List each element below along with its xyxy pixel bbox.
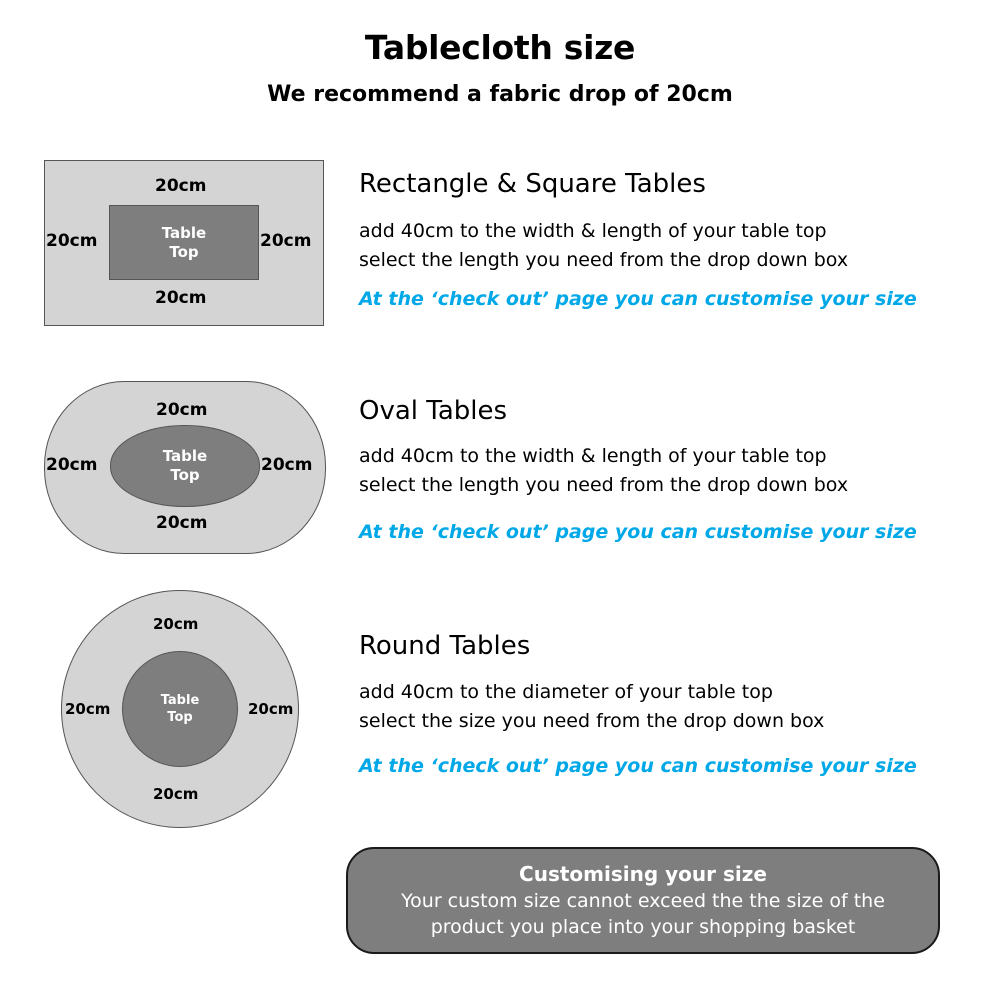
page-subtitle: We recommend a fabric drop of 20cm <box>267 82 733 107</box>
round-checkout-note: At the ‘check out’ page you can customise your size <box>359 755 917 777</box>
rectangle-dim-top: 20cm <box>155 176 207 196</box>
rectangle-line-1: add 40cm to the width & length of your table top <box>359 220 827 242</box>
oval-line-2: select the length you need from the drop down box <box>359 474 849 496</box>
round-table-top-label: Table Top <box>160 693 200 725</box>
rectangle-dim-bottom: 20cm <box>155 288 207 308</box>
oval-heading: Oval Tables <box>359 396 508 426</box>
round-dim-bottom: 20cm <box>153 785 199 803</box>
oval-checkout-note: At the ‘check out’ page you can customise your size <box>359 521 917 543</box>
oval-dim-top: 20cm <box>156 400 208 420</box>
oval-dim-left: 20cm <box>46 455 98 475</box>
round-line-2: select the size you need from the drop down box <box>359 710 825 732</box>
rectangle-table-top-label: Table Top <box>161 223 207 261</box>
rectangle-table-top-shape <box>109 205 259 280</box>
page-title: Tablecloth size <box>364 28 636 67</box>
banner-title: Customising your size <box>519 861 767 886</box>
customising-size-banner <box>346 847 940 954</box>
round-dim-left: 20cm <box>65 700 111 718</box>
oval-table-top-label: Table Top <box>162 447 208 484</box>
rectangle-dim-left: 20cm <box>46 231 98 251</box>
round-dim-right: 20cm <box>248 700 294 718</box>
round-line-1: add 40cm to the diameter of your table top <box>359 681 773 703</box>
rectangle-dim-right: 20cm <box>260 231 312 251</box>
rectangle-line-2: select the length you need from the drop down box <box>359 249 849 271</box>
round-heading: Round Tables <box>359 631 531 661</box>
rectangle-heading: Rectangle & Square Tables <box>359 169 706 199</box>
oval-dim-bottom: 20cm <box>156 513 208 533</box>
round-table-top-shape <box>122 651 238 767</box>
oval-table-top-shape <box>110 425 260 507</box>
round-dim-top: 20cm <box>153 615 199 633</box>
banner-line-2: product you place into your shopping basket <box>430 915 856 938</box>
banner-line-1: Your custom size cannot exceed the the size of the <box>401 889 885 912</box>
oval-dim-right: 20cm <box>261 455 313 475</box>
rectangle-checkout-note: At the ‘check out’ page you can customise your size <box>359 288 917 310</box>
oval-line-1: add 40cm to the width & length of your table top <box>359 445 827 467</box>
